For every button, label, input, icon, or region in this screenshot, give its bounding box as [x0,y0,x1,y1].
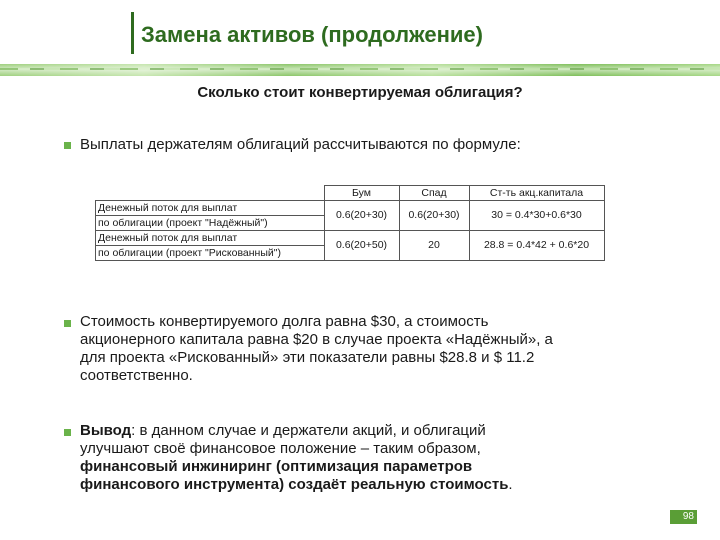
table-cell: 0.6(20+50) [324,231,399,261]
slide-subtitle: Сколько стоит конвертируемая облигация? [197,84,523,101]
table-corner-cell [96,186,325,201]
page-number-badge: 98 [670,510,697,524]
table-row [96,231,605,261]
bullet-debt-value [80,313,553,385]
paragraph-line: акционерного капитала равна $20 в случае проекта «Надёжный», а [80,331,553,348]
decorative-stripe [0,64,720,76]
table-cell: 28.8 = 0.4*42 + 0.6*20 [469,231,604,261]
paragraph-line: улучшают своё финансовое положение – таким образом, [80,440,481,457]
table-header-equity-value: Ст-ть акц.капитала [469,186,604,201]
row-label-line: по облигации (проект "Надёжный") [98,217,268,229]
bullet-conclusion [80,422,513,494]
conclusion-line1-rest: : в данном случае и держатели акций, и облигаций [131,422,486,439]
conclusion-line4: финансового инструмента) создаёт реальную стоимость [80,476,509,493]
table-cell: 30 = 0.4*30+0.6*30 [469,201,604,231]
row-label-line: по облигации (проект "Рискованный") [98,247,281,259]
table-header-recession: Спад [399,186,469,201]
table-cell: 0.6(20+30) [324,201,399,231]
table-row [96,201,605,231]
table-header-boom: Бум [324,186,399,201]
table-cell: 0.6(20+30) [399,201,469,231]
row-label-line: Денежный поток для выплат [96,201,324,216]
slide-title: Замена активов (продолжение) [141,22,483,47]
table-header-row [96,186,605,201]
row-label-risky-project [96,231,325,261]
bullet-square-icon [64,429,71,436]
bullet-formula-text: Выплаты держателям облигаций рассчитываются по формуле: [80,136,521,153]
conclusion-lead: Вывод [80,422,132,439]
paragraph-line-bold: финансовый инжиниринг (оптимизация параметров [80,458,473,475]
table-cell: 20 [399,231,469,261]
row-label-line: Денежный поток для выплат [96,231,324,246]
paragraph-line [80,476,513,494]
row-label-safe-project [96,201,325,231]
bullet-square-icon [64,142,71,149]
bullet-square-icon [64,320,71,327]
payout-table [95,185,605,261]
paragraph-line: Стоимость конвертируемого долга равна $30, а стоимость [80,313,489,330]
conclusion-period: . [508,476,513,493]
paragraph-line: для проекта «Рискованный» эти показатели равны $28.8 и $ 11.2 [80,349,535,366]
title-accent-bar [131,12,134,54]
paragraph-line: соответственно. [80,367,193,384]
paragraph-line [80,422,513,440]
